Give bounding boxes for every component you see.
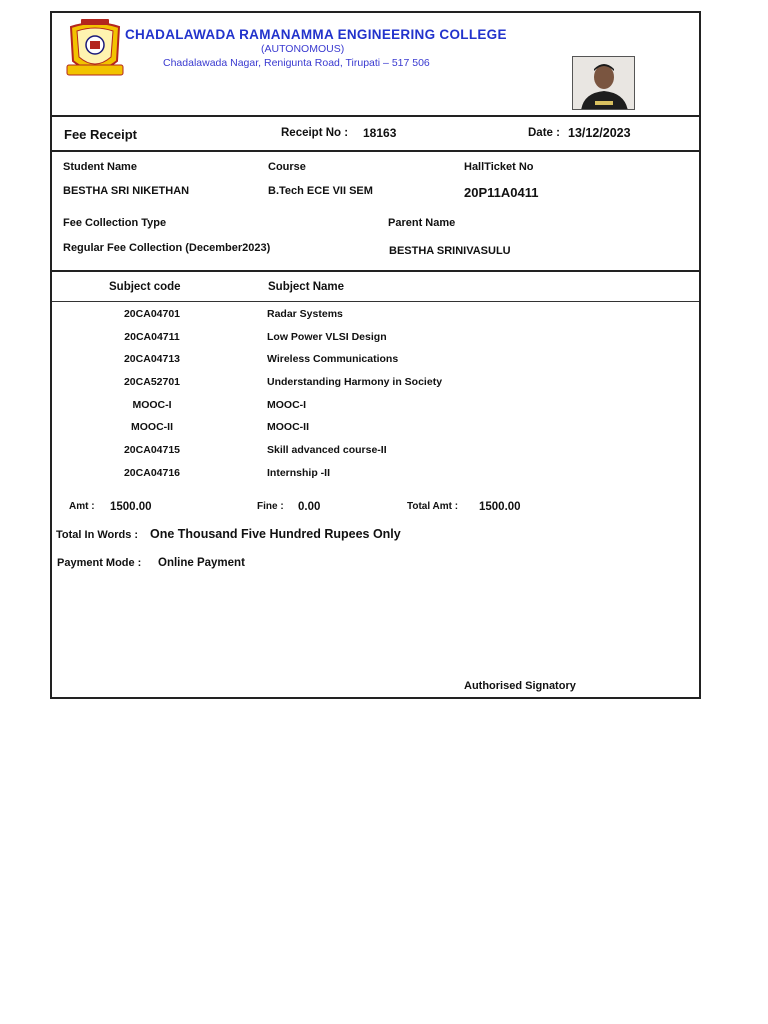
subject-code: 20CA04711 (124, 331, 180, 343)
subject-name-header: Subject Name (268, 281, 345, 293)
divider (52, 301, 699, 302)
date-label: Date : (528, 127, 560, 139)
student-name-label: Student Name (63, 161, 137, 173)
subject-name: Internship -II (267, 467, 330, 479)
subject-code: 20CA04716 (123, 467, 181, 479)
student-photo (572, 56, 635, 110)
subject-name: Understanding Harmony in Society (267, 376, 443, 388)
receipt-date: 13/12/2023 (568, 126, 631, 140)
college-logo-icon (63, 17, 127, 81)
parent-name-label: Parent Name (388, 217, 456, 229)
divider (52, 270, 699, 272)
course-label: Course (268, 161, 306, 173)
total-amt-label: Total Amt : (407, 501, 459, 512)
college-name: CHADALAWADA RAMANAMMA ENGINEERING COLLEGE (125, 27, 507, 42)
subject-code: 20CA52701 (123, 376, 181, 388)
amt-label: Amt : (69, 501, 95, 512)
subject-name: Low Power VLSI Design (267, 331, 387, 343)
subject-code-header: Subject code (109, 281, 181, 293)
student-photo-icon (573, 57, 635, 110)
college-address: Chadalawada Nagar, Renigunta Road, Tirupati – 517 506 (163, 57, 430, 69)
fine-label: Fine : (257, 501, 284, 512)
receipt-title: Fee Receipt (64, 127, 137, 142)
subject-name: MOOC-II (267, 421, 309, 433)
subject-code: 20CA04701 (123, 308, 181, 320)
fee-type-value: Regular Fee Collection (December2023) (63, 242, 271, 254)
receipt-no: 18163 (363, 126, 397, 140)
subject-name: Radar Systems (267, 308, 343, 320)
subject-code: 20CA04715 (123, 444, 181, 456)
divider (52, 150, 699, 152)
payment-mode-label: Payment Mode : (57, 557, 142, 569)
hallticket-label: HallTicket No (464, 161, 534, 173)
receipt-no-label: Receipt No : (281, 127, 349, 139)
amt-value: 1500.00 (110, 501, 152, 513)
fine-value: 0.00 (298, 501, 321, 513)
subject-name: Skill advanced course-II (267, 444, 387, 456)
payment-mode-value: Online Payment (158, 557, 245, 569)
college-status: (AUTONOMOUS) (261, 43, 345, 55)
divider (52, 115, 699, 117)
subject-name: MOOC-I (267, 399, 307, 411)
parent-name: BESTHA SRINIVASULU (389, 245, 511, 257)
total-words-value: One Thousand Five Hundred Rupees Only (150, 527, 401, 541)
subject-code: 20CA04713 (123, 353, 181, 365)
student-name: BESTHA SRI NIKETHAN (63, 185, 190, 197)
subject-code: MOOC-II (131, 421, 173, 433)
fee-receipt (50, 11, 701, 699)
authorised-signatory: Authorised Signatory (464, 680, 576, 692)
total-words-label: Total In Words : (56, 529, 139, 541)
subject-code: MOOC-I (132, 399, 172, 411)
fee-type-label: Fee Collection Type (63, 217, 167, 229)
subject-name: Wireless Communications (267, 353, 399, 365)
total-amt-value: 1500.00 (479, 501, 521, 513)
hallticket-value: 20P11A0411 (464, 185, 539, 200)
course-value: B.Tech ECE VII SEM (268, 185, 373, 197)
